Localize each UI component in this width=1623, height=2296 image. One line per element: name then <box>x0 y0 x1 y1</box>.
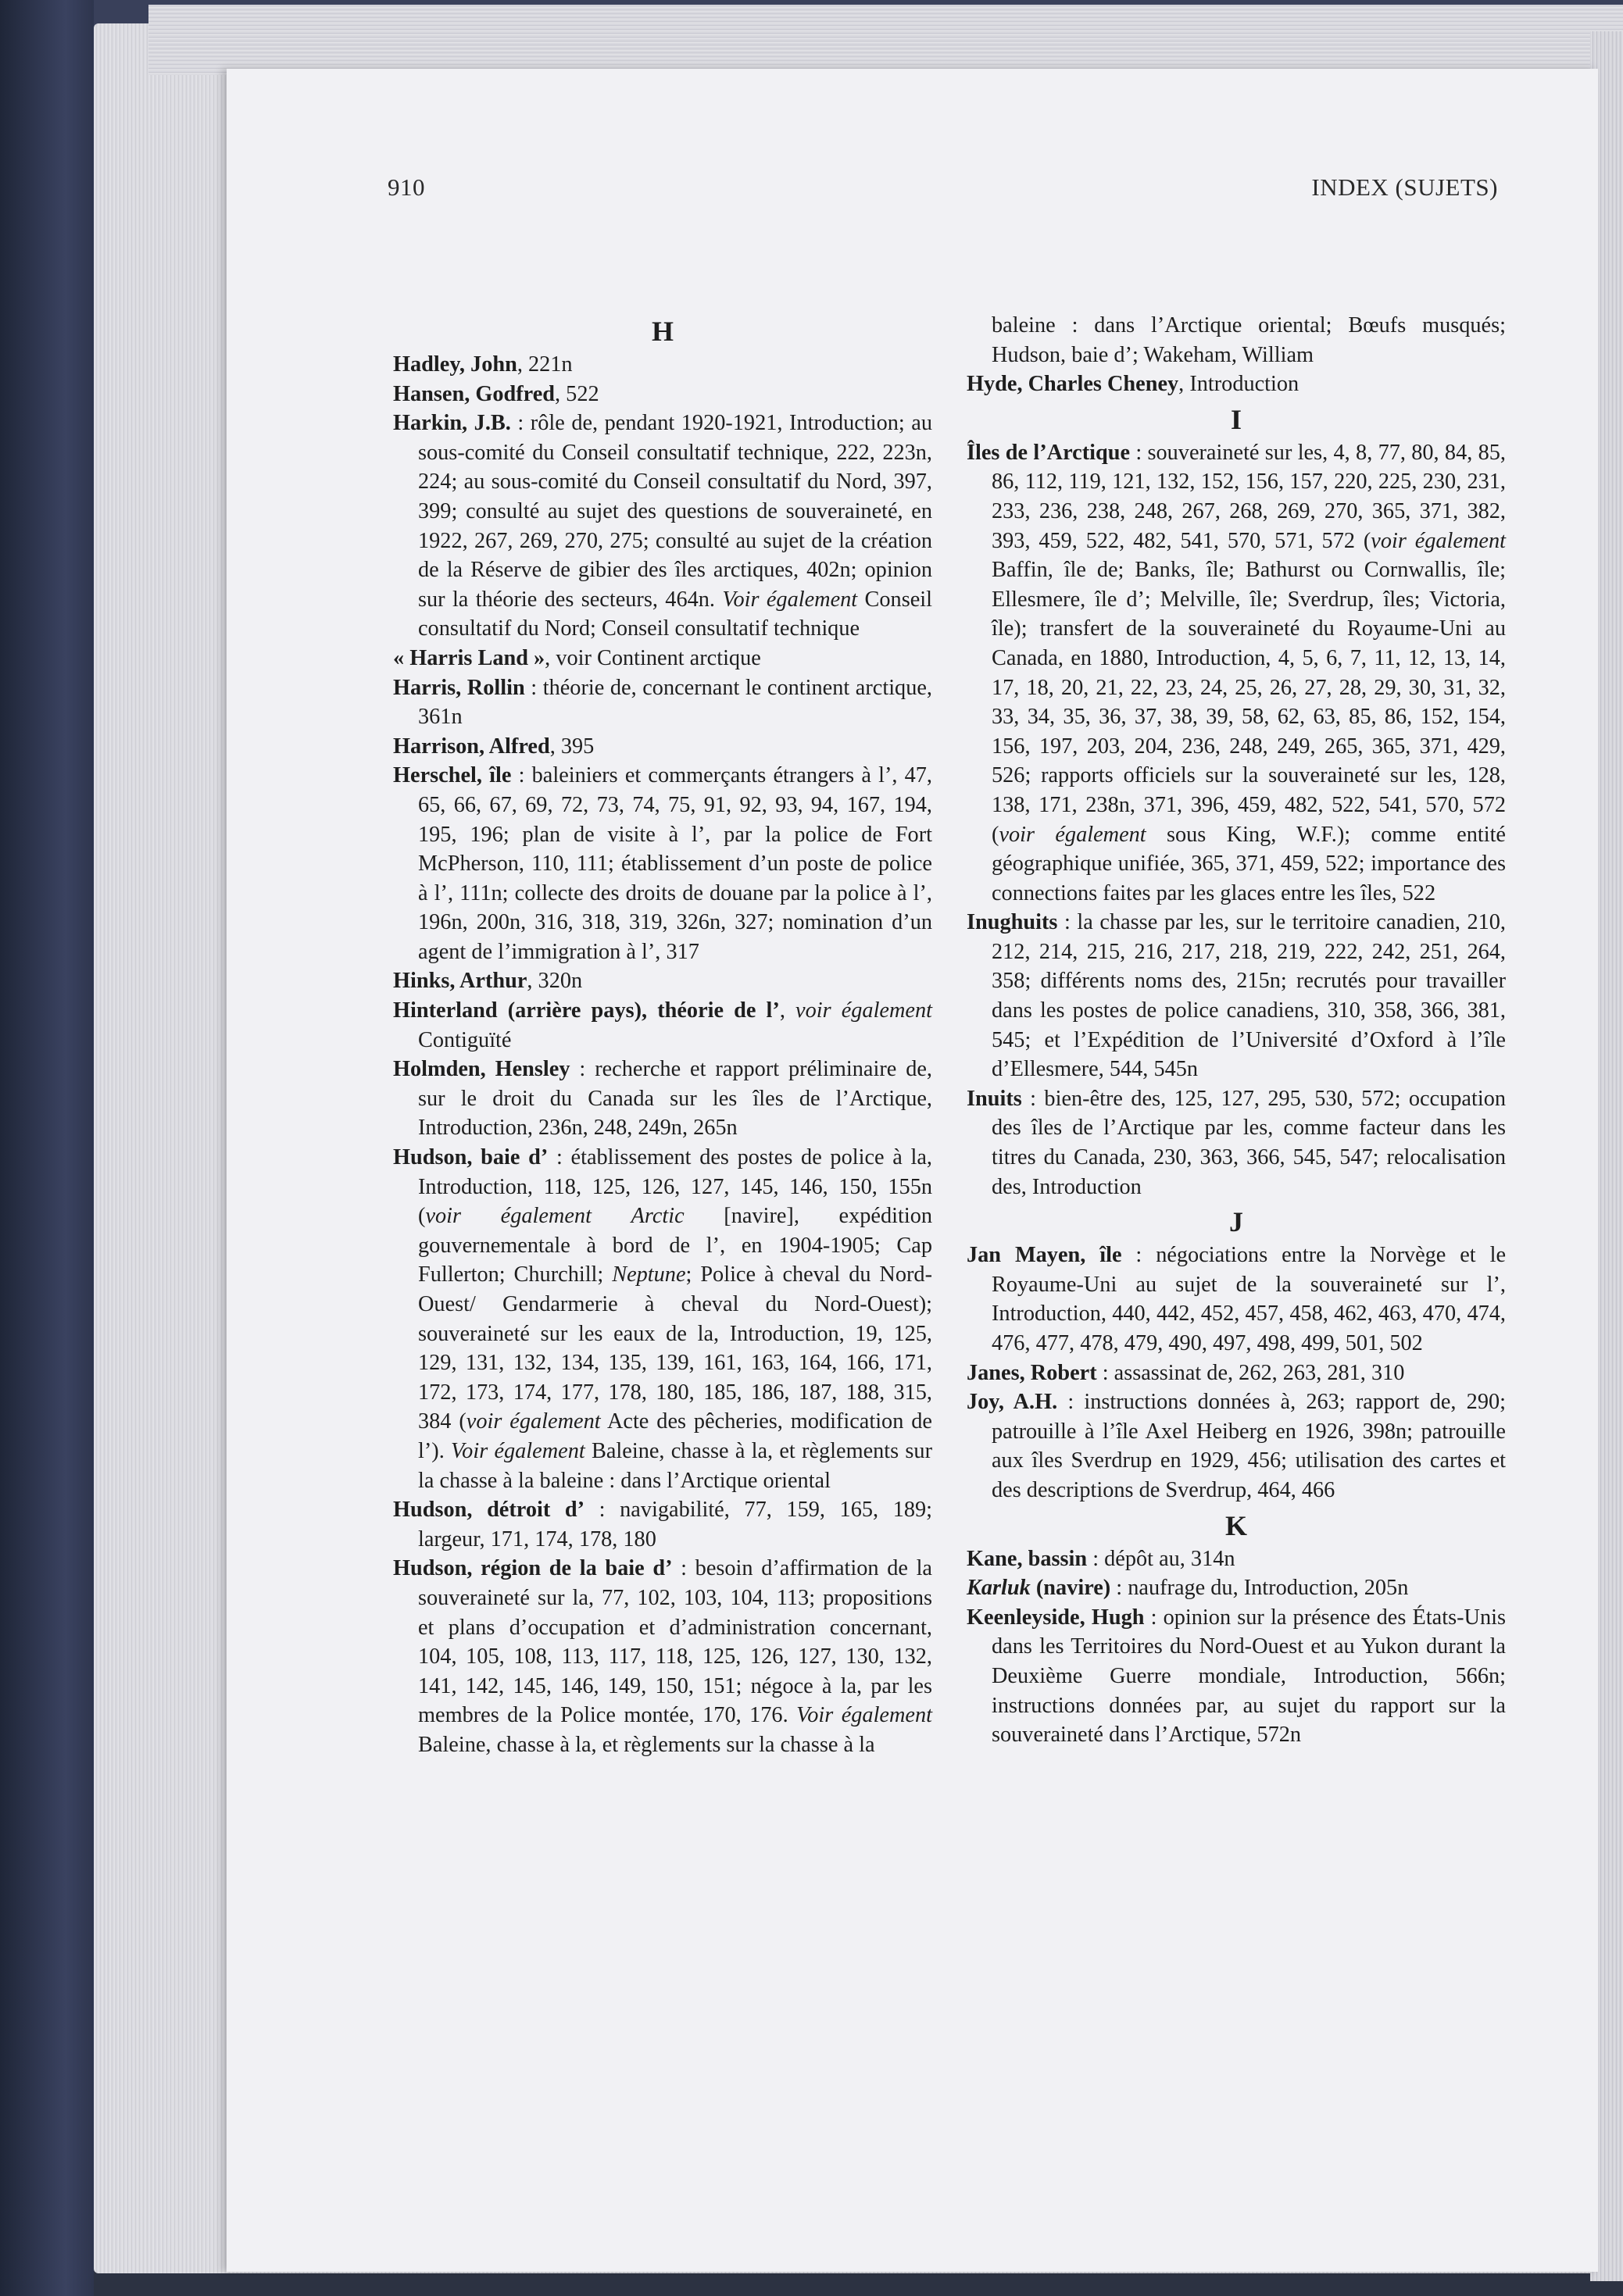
index-entry <box>967 370 1506 399</box>
index-entry <box>967 1544 1506 1574</box>
index-entry-text: : recherche et rapport préliminaire de, sur le droit du Canada sur les îles de l’Arctique, Introduction, 236n, 248, 249n, 265n <box>418 1057 932 1141</box>
index-entry <box>967 908 1506 1084</box>
index-entry-heading: Hudson, détroit d’ <box>393 1498 585 1523</box>
index-entry-text: : naufrage du, Introduction, 205n <box>1110 1576 1409 1601</box>
index-entry-text: : navigabilité, 77, 159, 165, 189; largeur, 171, 174, 178, 180 <box>418 1498 933 1551</box>
index-entry <box>393 380 932 409</box>
index-entry <box>967 438 1506 909</box>
index-entry-text: : bien-être des, 125, 127, 295, 530, 572; occupation des îles de l’Arctique par les, comme facteur dans les titres du Canada, 230, 363, 366, 545, 547; relocalisation des, Introduction <box>992 1086 1506 1199</box>
index-entry-heading: Janes, Robert <box>967 1360 1097 1385</box>
index-entry <box>393 996 932 1055</box>
index-entry-heading: Kane, bassin <box>967 1546 1088 1571</box>
index-entry-text: , voir Continent arctique <box>545 645 761 670</box>
index-entry-heading: Hyde, Charles Cheney <box>967 372 1179 397</box>
index-entry <box>967 1359 1506 1388</box>
index-entry-heading: Hinks, Arthur <box>393 969 527 994</box>
index-entry-heading: Inuits <box>967 1086 1022 1111</box>
index-entry-text: : théorie de, concernant le continent arctique, 361n <box>418 675 932 730</box>
index-entry-text: : rôle de, pendant 1920-1921, Introduction; au sous-comité du Conseil consultatif technique, 222, 223n, 224; au sous-comité du Conseil consultatif du Nord, 397, 399; consulté au sujet des questions de souveraineté, en 1922, 267, 269, 270, 275; consulté au sujet de la création de la Réserve de gibier des îles arctiques, 402n; opinion sur la théorie des secteurs, 464n. Voir également Conseil consultatif du Nord; Conseil consultatif technique <box>418 411 932 641</box>
index-entry-heading: Îles de l’Arctique <box>967 440 1131 465</box>
index-entry-text: , 320n <box>527 969 583 994</box>
index-entry-text: : baleiniers et commerçants étrangers à l’, 47, 65, 66, 67, 69, 72, 73, 74, 75, 91, 92, 93, 94, 167, 194, 195, 196; plan de visite à l’, par la police de Fort McPherson, 110, 111; établissement d’un poste de police à l’, 111n; collecte des droits de douane par la police à l’, 196n, 200n, 316, 318, 319, 326n, 327; nomination d’un agent de l’immigration à l’, 317 <box>418 763 932 964</box>
index-column-right <box>967 311 1506 1750</box>
index-entry-text: : établissement des postes de police à la, Introduction, 118, 125, 126, 127, 145, 146, 150, 155n (voir également Arctic [navire], expédition gouvernementale à bord de l’, en 1904-1905; Cap Fullerton; Churchill; Neptune; Police à cheval du Nord-Ouest/ Gendarmerie à cheval du Nord-Ouest); souveraineté sur les eaux de la, Introduction, 19, 125, 129, 131, 132, 134, 135, 139, 161, 163, 164, 166, 171, 172, 173, 174, 177, 178, 180, 185, 186, 187, 188, 315, 384 (voir également Acte des pêcheries, modification de l’). Voir également Baleine, chasse à la, et règlements sur la chasse à la baleine : dans l’Arctique oriental <box>418 1145 933 1493</box>
index-entry-text: , 522 <box>555 381 599 406</box>
index-entry <box>967 1084 1506 1202</box>
index-entry-heading: Hadley, John <box>393 352 517 377</box>
running-title: INDEX (SUJETS) <box>1311 173 1498 201</box>
page-edges-top <box>148 5 1623 75</box>
index-entry <box>393 1554 932 1759</box>
index-entry <box>393 1143 932 1495</box>
index-entry-heading: Holmden, Hensley <box>393 1057 570 1082</box>
index-entry-text: , voir également Contiguïté <box>418 998 932 1052</box>
index-entry-text: , 221n <box>517 352 573 377</box>
index-entry-heading: Harkin, J.B. <box>393 411 511 436</box>
index-entry-text: : besoin d’affirmation de la souveraineté sur la, 77, 102, 103, 104, 113; propositions et plans d’occupation et d’administration concernant, 104, 105, 108, 113, 117, 118, 125, 126, 127, 130, 132, 141, 142, 145, 146, 149, 150, 151; négoce à la, par les membres de la Police montée, 170, 176. Voir également Baleine, chasse à la, et règlements sur la chasse à la <box>418 1556 932 1757</box>
index-entry-text: : instructions données à, 263; rapport de, 290; patrouille à l’île Axel Heiberg en 1926, 398n; patrouille aux îles Sverdrup en 1929, 456; utilisation des cartes et des descriptions de Sverdrup, 464, 466 <box>992 1390 1506 1502</box>
index-entry-heading: Inughuits <box>967 910 1058 935</box>
index-entry <box>393 673 932 732</box>
index-entry <box>393 644 932 673</box>
index-entry <box>393 1495 932 1554</box>
index-entry <box>393 732 932 762</box>
index-column-left <box>393 311 932 1760</box>
index-entry-heading: Harris, Rollin <box>393 675 525 700</box>
index-entry <box>393 409 932 644</box>
index-entry-heading: Hinterland (arrière pays), théorie de l’ <box>393 998 780 1023</box>
book-spine <box>0 0 94 2296</box>
index-entry-heading: Joy, A.H. <box>967 1390 1058 1415</box>
section-letter: K <box>1224 1509 1247 1541</box>
index-entry <box>967 1573 1506 1603</box>
index-entry-text: , Introduction <box>1178 372 1299 397</box>
index-entry <box>393 1055 932 1143</box>
index-entry <box>393 761 932 966</box>
index-entry-text: : souveraineté sur les, 4, 8, 77, 80, 84, 85, 86, 112, 119, 121, 132, 152, 156, 157, 220, 225, 230, 231, 233, 236, 238, 248, 267, 268, 269, 270, 365, 371, 382, 393, 459, 522, 482, 541, 570, 571, 572 (voir également Baffin, île de; Banks, île; Bathurst ou Cornwallis, île; Ellesmere, île d’; Melville, île; Sverdrup, îles; Victoria, île); transfert de la souveraineté du Royaume-Uni au Canada, en 1880, Introduction, 4, 5, 6, 7, 11, 12, 13, 14, 17, 18, 20, 21, 22, 23, 24, 25, 26, 27, 28, 29, 30, 31, 32, 33, 34, 35, 36, 37, 38, 39, 58, 62, 63, 85, 86, 152, 154, 156, 197, 203, 204, 236, 248, 249, 265, 365, 371, 429, 526; rapports officiels sur la souveraineté sur les, 128, 138, 171, 238n, 371, 396, 459, 482, 522, 541, 570, 572 (voir également sous King, W.F.); comme entité géographique unifiée, 365, 371, 459, 522; importance des connections faites par les glaces entre les îles, 522 <box>992 440 1506 905</box>
index-entry <box>967 1387 1506 1505</box>
section-letter: J <box>1229 1206 1243 1238</box>
section-letter: I <box>1230 403 1242 435</box>
index-entry-heading: « Harris Land » <box>393 645 545 670</box>
index-entry-heading: Keenleyside, Hugh <box>967 1605 1145 1630</box>
index-entry-heading: Karluk (navire) <box>967 1576 1111 1601</box>
index-entry-text: , 395 <box>549 734 595 759</box>
index-entry-text: : opinion sur la présence des États-Unis dans les Territoires du Nord-Ouest et au Yukon durant la Deuxième Guerre mondiale, Introduction, 566n; instructions données par, au sujet du rapport sur la souveraineté dans l’Arctique, 572n <box>992 1605 1506 1748</box>
index-entry-heading: Hudson, région de la baie d’ <box>393 1556 673 1581</box>
page-number: 910 <box>388 173 425 201</box>
index-entry-text: : dépôt au, 314n <box>1087 1546 1235 1571</box>
index-entry <box>393 966 932 996</box>
index-entry-heading: Harrison, Alfred <box>393 734 550 759</box>
continuation-text: baleine : dans l’Arctique oriental; Bœufs musqués; Hudson, baie d’; Wakeham, William <box>992 313 1506 367</box>
index-entry-heading: Jan Mayen, île <box>967 1243 1122 1268</box>
section-letter: H <box>651 316 674 347</box>
index-entry-text: : assassinat de, 262, 263, 281, 310 <box>1096 1360 1405 1385</box>
index-entry <box>393 350 932 380</box>
index-entry-heading: Hudson, baie d’ <box>393 1145 549 1170</box>
index-entry-text: : négociations entre la Norvège et le Royaume-Uni au sujet de la souveraineté sur l’, Introduction, 440, 442, 452, 457, 458, 462, 463, 470, 474, 476, 477, 478, 479, 490, 497, 498, 499, 501, 502 <box>992 1243 1506 1355</box>
index-entry-heading: Hansen, Godfred <box>393 381 556 406</box>
index-entry <box>967 1603 1506 1750</box>
index-entry <box>967 1241 1506 1358</box>
index-entry-heading: Herschel, île <box>393 763 512 788</box>
index-entry-text: : la chasse par les, sur le territoire canadien, 210, 212, 214, 215, 216, 217, 218, 219, 222, 242, 251, 264, 358; différents noms des, 215n; recrutés pour travailler dans les postes de police canadiens, 310, 358, 366, 381, 545; et l’Expédition de l’Université d’Oxford à l’île d’Ellesmere, 544, 545n <box>992 910 1506 1082</box>
